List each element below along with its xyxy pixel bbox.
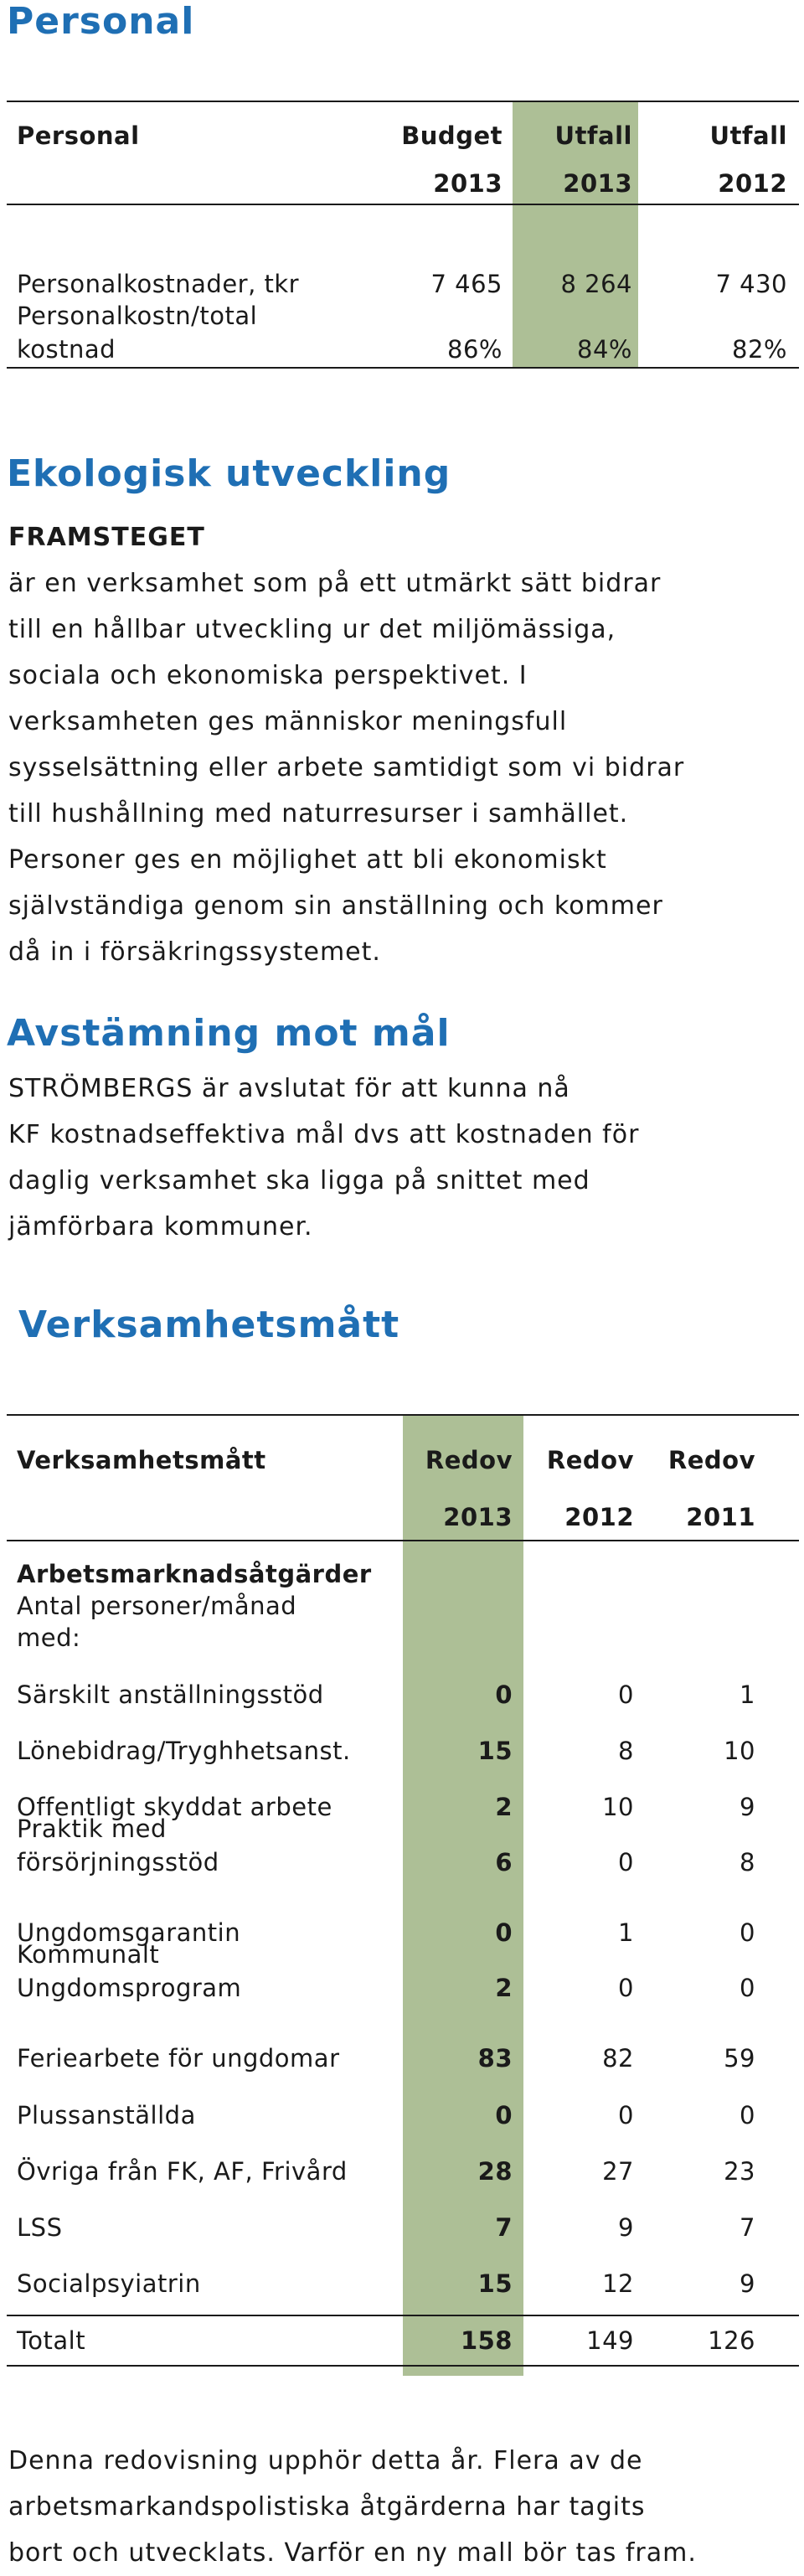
cell-value: 7 (495, 2213, 513, 2242)
cell-value: 1 (740, 1680, 755, 1709)
row-label: LSS (17, 2213, 63, 2242)
col-header-utfall-2013: Utfall (554, 121, 632, 150)
col-header-budget: Budget (401, 121, 502, 150)
cell-value: 0 (618, 1680, 634, 1709)
col-header-personal: Personal (17, 121, 140, 150)
row-label: Feriearbete för ungdomar (17, 2044, 340, 2073)
cell-value: 0 (740, 1918, 755, 1947)
col-year-2013: 2013 (443, 1503, 513, 1531)
table-bottom-rule (7, 367, 799, 369)
cell-value: 83 (477, 2044, 513, 2073)
col-year-budget: 2013 (433, 169, 502, 198)
col-year-2011: 2011 (686, 1503, 755, 1531)
paragraph-line: sociala och ekonomiska perspektivet. I (8, 661, 528, 690)
row-label: Praktik med (17, 1815, 167, 1843)
cell-value: 0 (618, 1974, 634, 2002)
cell-value: 9 (740, 2269, 755, 2298)
cell-value: 7 465 (430, 270, 502, 298)
total-rule (7, 2315, 799, 2316)
table-bottom-rule (7, 2365, 799, 2367)
row-label: Särskilt anställningsstöd (17, 1680, 324, 1709)
row-label: Övriga från FK, AF, Frivård (17, 2157, 348, 2186)
row-label: Lönebidrag/Tryghhetsanst. (17, 1737, 351, 1765)
paragraph-line: arbetsmarkandspolistiska åtgärderna har tagits (8, 2492, 646, 2522)
cell-value: 158 (460, 2326, 513, 2355)
paragraph-line: sysselsättning eller arbete samtidigt som vi bidrar (8, 753, 685, 782)
row-label: Socialpsyiatrin (17, 2269, 201, 2298)
group-subtitle: Antal personer/månad (17, 1592, 297, 1620)
paragraph-line: självständiga genom sin anställning och kommer (8, 891, 663, 921)
paragraph-line: till hushållning med naturresurser i samhället. (8, 799, 629, 829)
row-label: Ungdomsgarantin (17, 1918, 241, 1947)
header-rule (7, 1540, 799, 1541)
subheading-framsteget: FRAMSTEGET (8, 523, 205, 552)
cell-value: 59 (724, 2044, 755, 2073)
cell-value: 8 (740, 1848, 755, 1877)
col-header-redov-2011: Redov (667, 1446, 755, 1474)
heading-ekologisk-utveckling: Ekologisk utveckling (7, 452, 451, 495)
cell-value: 15 (477, 2269, 513, 2298)
col-header-verksamhetsmatt: Verksamhetsmått (17, 1446, 266, 1474)
table-top-rule (7, 101, 799, 102)
cell-value: 84% (577, 335, 632, 364)
cell-value: 2 (495, 1793, 513, 1821)
cell-value: 86% (447, 335, 502, 364)
cell-value: 8 (618, 1737, 634, 1765)
paragraph-line: bort och utvecklats. Varför en ny mall bör tas fram. (8, 2538, 697, 2568)
paragraph-line: KF kostnadseffektiva mål dvs att kostnaden för (8, 1120, 640, 1149)
cell-value: 0 (618, 2101, 634, 2129)
avstamning-paragraph (8, 1066, 639, 1250)
paragraph-line: Denna redovisning upphör detta år. Flera av de (8, 2446, 643, 2475)
cell-value: 0 (740, 2101, 755, 2129)
header-rule (7, 204, 799, 205)
paragraph-line: STRÖMBERGS är avslutat för att kunna nå (8, 1074, 570, 1103)
col-year-utfall-2012: 2012 (718, 169, 787, 198)
col-header-utfall-2012: Utfall (709, 121, 787, 150)
cell-value: 10 (724, 1737, 755, 1765)
cell-value: 9 (740, 1793, 755, 1821)
group-subtitle-line2: med: (17, 1624, 81, 1652)
row-label: Totalt (17, 2326, 86, 2355)
col-header-redov-2012: Redov (546, 1446, 634, 1474)
cell-value: 7 430 (715, 270, 787, 298)
row-label-line2: försörjningsstöd (17, 1848, 219, 1877)
cell-value: 1 (618, 1918, 634, 1947)
row-label: Kommunalt (17, 1940, 160, 1969)
paragraph-line: Personer ges en möjlighet att bli ekonomiskt (8, 845, 607, 875)
paragraph-line: jämförbara kommuner. (8, 1212, 313, 1242)
row-label: Offentligt skyddat arbete (17, 1793, 332, 1821)
cell-value: 0 (618, 1848, 634, 1877)
paragraph-line: då in i försäkringssystemet. (8, 937, 381, 967)
row-label-line2: Ungdomsprogram (17, 1974, 242, 2002)
cell-value: 0 (740, 1974, 755, 2002)
cell-value: 27 (602, 2157, 634, 2186)
cell-value: 2 (495, 1974, 513, 2002)
cell-value: 0 (495, 1680, 513, 1709)
row-label: Plussanställda (17, 2101, 196, 2129)
cell-value: 82 (602, 2044, 634, 2073)
row-label-personalkostn-total-line2: kostnad (17, 335, 116, 364)
cell-value: 7 (740, 2213, 755, 2242)
col-year-utfall-2013: 2013 (563, 169, 632, 198)
cell-value: 0 (495, 2101, 513, 2129)
col-year-2012: 2012 (564, 1503, 634, 1531)
paragraph-line: verksamheten ges människor meningsfull (8, 707, 568, 736)
ekologisk-paragraph (8, 560, 684, 975)
cell-value: 15 (477, 1737, 513, 1765)
row-label-personalkostn-total: Personalkostn/total (17, 302, 258, 330)
paragraph-line: till en hållbar utveckling ur det miljömässiga, (8, 615, 616, 644)
heading-avstamning-mot-mal: Avstämning mot mål (7, 1012, 451, 1055)
cell-value: 126 (708, 2326, 755, 2355)
cell-value: 82% (732, 335, 787, 364)
cell-value: 8 264 (560, 270, 632, 298)
cell-value: 28 (477, 2157, 513, 2186)
cell-value: 10 (602, 1793, 634, 1821)
group-title: Arbetsmarknadsåtgärder (17, 1560, 372, 1588)
heading-personal: Personal (7, 0, 195, 43)
cell-value: 23 (724, 2157, 755, 2186)
col-header-redov-2013: Redov (425, 1446, 513, 1474)
note-paragraph (8, 2438, 697, 2576)
heading-verksamhetsmatt: Verksamhetsmått (18, 1303, 400, 1346)
cell-value: 0 (495, 1918, 513, 1947)
cell-value: 149 (586, 2326, 634, 2355)
cell-value: 9 (618, 2213, 634, 2242)
paragraph-line: är en verksamhet som på ett utmärkt sätt bidrar (8, 569, 662, 598)
row-label-personalkostnader: Personalkostnader, tkr (17, 270, 300, 298)
cell-value: 12 (602, 2269, 634, 2298)
cell-value: 6 (495, 1848, 513, 1877)
paragraph-line: daglig verksamhet ska ligga på snittet med (8, 1166, 590, 1195)
